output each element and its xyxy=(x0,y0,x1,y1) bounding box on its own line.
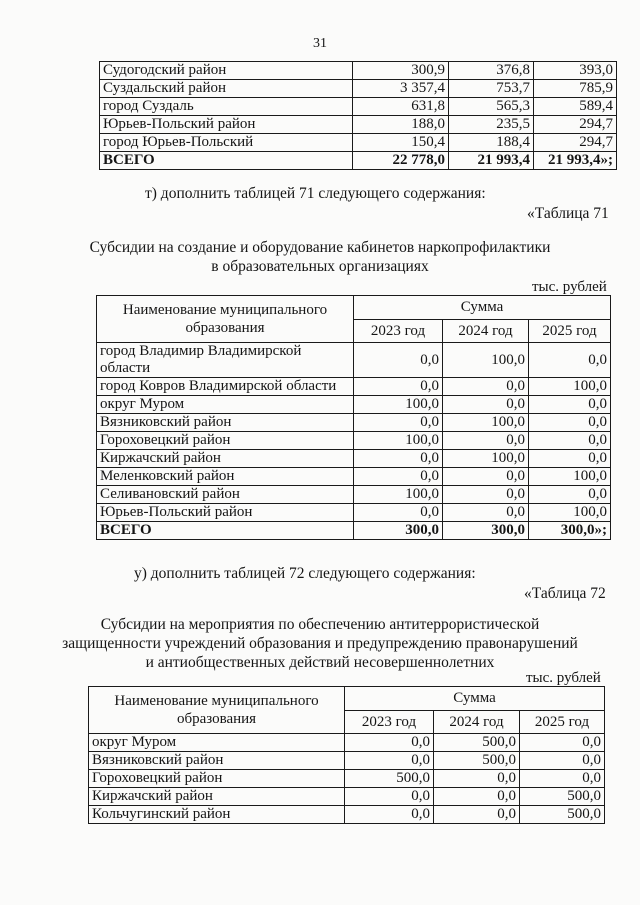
table-72-unit: тыс. рублей xyxy=(526,670,601,686)
column-header-name: Наименование муниципального образования xyxy=(89,687,345,734)
table-row: Судогодский район 300,9 376,8 393,0 xyxy=(100,62,617,80)
table-row: Кольчугинский район 0,0 0,0 500,0 xyxy=(89,806,605,824)
column-header-2023: 2023 год xyxy=(345,710,434,734)
table-row: Селивановский район 100,0 0,0 0,0 xyxy=(97,486,611,504)
table-row: округ Муром 100,0 0,0 0,0 xyxy=(97,396,611,414)
table-row: город Ковров Владимирской области 0,0 0,0 100,0 xyxy=(97,378,611,396)
top-table xyxy=(99,61,617,170)
table-71 xyxy=(96,295,611,540)
table-row: Юрьев-Польский район 188,0 235,5 294,7 xyxy=(100,116,617,134)
column-header-name: Наименование муниципального образования xyxy=(97,296,354,343)
column-header-2024: 2024 год xyxy=(443,319,529,343)
table-71-unit: тыс. рублей xyxy=(532,279,607,295)
table-row: город Владимир Владимирской области 0,0 100,0 0,0 xyxy=(97,343,611,378)
table-row: округ Муром 0,0 500,0 0,0 xyxy=(89,734,605,752)
table-71-label: «Таблица 71 xyxy=(527,205,609,222)
column-header-sum: Сумма xyxy=(345,687,605,711)
table-72-title: Субсидии на мероприятия по обеспечению антитеррористической защищенности учреждений образования и предупреждению правонарушений и антиобщественных действий несовершеннолетних xyxy=(62,616,578,671)
table-row: Киржачский район 0,0 0,0 500,0 xyxy=(89,788,605,806)
table-72-label: «Таблица 72 xyxy=(524,585,606,602)
table-row: город Суздаль 631,8 565,3 589,4 xyxy=(100,98,617,116)
paragraph-u: у) дополнить таблицей 72 следующего содержания: xyxy=(134,565,476,582)
table-71-title: Субсидии на создание и оборудование кабинетов наркопрофилактики в образовательных организациях xyxy=(89,239,551,275)
table-row: Меленковский район 0,0 0,0 100,0 xyxy=(97,468,611,486)
column-header-2023: 2023 год xyxy=(354,319,443,343)
table-72 xyxy=(88,686,605,824)
table-row: Киржачский район 0,0 100,0 0,0 xyxy=(97,450,611,468)
column-header-2025: 2025 год xyxy=(520,710,605,734)
table-row: Вязниковский район 0,0 100,0 0,0 xyxy=(97,414,611,432)
column-header-sum: Сумма xyxy=(354,296,611,320)
total-row: ВСЕГО 300,0 300,0 300,0»; xyxy=(97,522,611,540)
total-row: ВСЕГО 22 778,0 21 993,4 21 993,4»; xyxy=(100,152,617,170)
page-number: 31 xyxy=(313,36,327,51)
column-header-2025: 2025 год xyxy=(529,319,611,343)
table-row: Гороховецкий район 100,0 0,0 0,0 xyxy=(97,432,611,450)
paragraph-t: т) дополнить таблицей 71 следующего содержания: xyxy=(145,185,486,202)
table-row: Гороховецкий район 500,0 0,0 0,0 xyxy=(89,770,605,788)
header-row xyxy=(97,296,611,320)
table-row: город Юрьев-Польский 150,4 188,4 294,7 xyxy=(100,134,617,152)
table-row: Суздальский район 3 357,4 753,7 785,9 xyxy=(100,80,617,98)
header-row xyxy=(89,687,605,711)
table-row: Вязниковский район 0,0 500,0 0,0 xyxy=(89,752,605,770)
column-header-2024: 2024 год xyxy=(434,710,520,734)
table-row: Юрьев-Польский район 0,0 0,0 100,0 xyxy=(97,504,611,522)
